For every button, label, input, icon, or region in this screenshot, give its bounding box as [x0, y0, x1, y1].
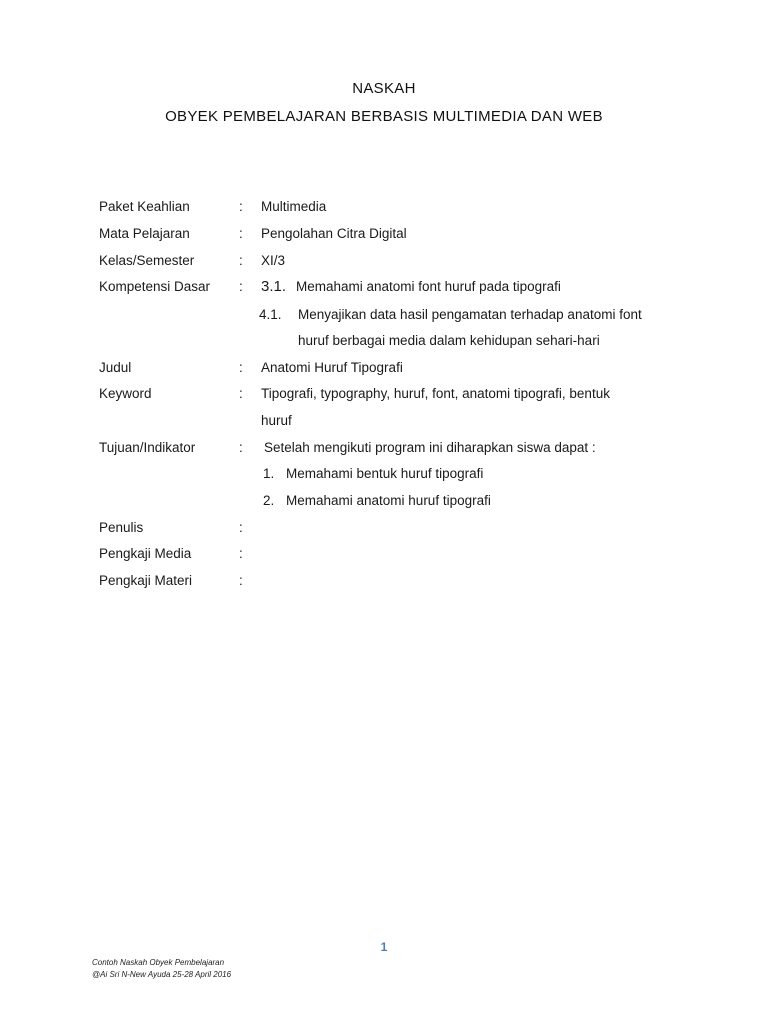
field-label: Pengkaji Media	[99, 546, 192, 561]
field-colon: :	[239, 520, 243, 535]
field-label: Mata Pelajaran	[99, 226, 190, 241]
field-label: Kompetensi Dasar	[99, 279, 211, 294]
title-line-1: NASKAH	[352, 80, 416, 97]
page-number: 1	[380, 940, 388, 954]
kd-item-text: Memahami anatomi font huruf pada tipografi	[296, 279, 561, 294]
list-item-number: 2.	[263, 493, 275, 508]
kd-item-text: Menyajikan data hasil pengamatan terhadap anatomi font	[298, 307, 642, 322]
page-footer	[92, 957, 231, 981]
footer-line-2: @Ai Sri N-New Ayuda 25-28 April 2016	[92, 970, 232, 979]
list-item-number: 1.	[263, 466, 275, 481]
list-item-text: Memahami bentuk huruf tipografi	[286, 466, 484, 481]
field-colon: :	[239, 253, 243, 268]
field-label: Kelas/Semester	[99, 253, 195, 268]
list-item-text: Memahami anatomi huruf tipografi	[286, 493, 491, 508]
field-value: Pengolahan Citra Digital	[261, 226, 407, 241]
document-title	[0, 78, 768, 134]
field-colon: :	[239, 440, 243, 455]
kd-item-number: 3.1.	[261, 278, 287, 295]
kd-item-text: huruf berbagai media dalam kehidupan sehari-hari	[298, 333, 600, 348]
field-colon: :	[239, 360, 243, 375]
field-label: Penulis	[99, 520, 144, 535]
field-label: Judul	[99, 360, 132, 375]
field-label: Paket Keahlian	[99, 199, 190, 214]
field-colon: :	[239, 546, 243, 561]
kd-item-number: 4.1.	[259, 307, 282, 322]
field-value: huruf	[261, 413, 292, 428]
field-colon: :	[239, 199, 243, 214]
field-value: Anatomi Huruf Tipografi	[261, 360, 403, 375]
field-colon: :	[239, 279, 243, 294]
field-label: Tujuan/Indikator	[99, 440, 196, 455]
field-value: Tipografi, typography, huruf, font, anatomi tipografi, bentuk	[261, 386, 610, 401]
field-colon: :	[239, 386, 243, 401]
field-colon: :	[239, 573, 243, 588]
title-line-2: OBYEK PEMBELAJARAN BERBASIS MULTIMEDIA DAN WEB	[165, 108, 603, 125]
field-colon: :	[239, 226, 243, 241]
tujuan-intro: Setelah mengikuti program ini diharapkan siswa dapat :	[264, 440, 596, 455]
field-label: Keyword	[99, 386, 152, 401]
field-label: Pengkaji Materi	[99, 573, 193, 588]
field-value: XI/3	[261, 253, 286, 268]
footer-line-1: Contoh Naskah Obyek Pembelajaran	[92, 958, 225, 967]
field-value: Multimedia	[261, 199, 327, 214]
